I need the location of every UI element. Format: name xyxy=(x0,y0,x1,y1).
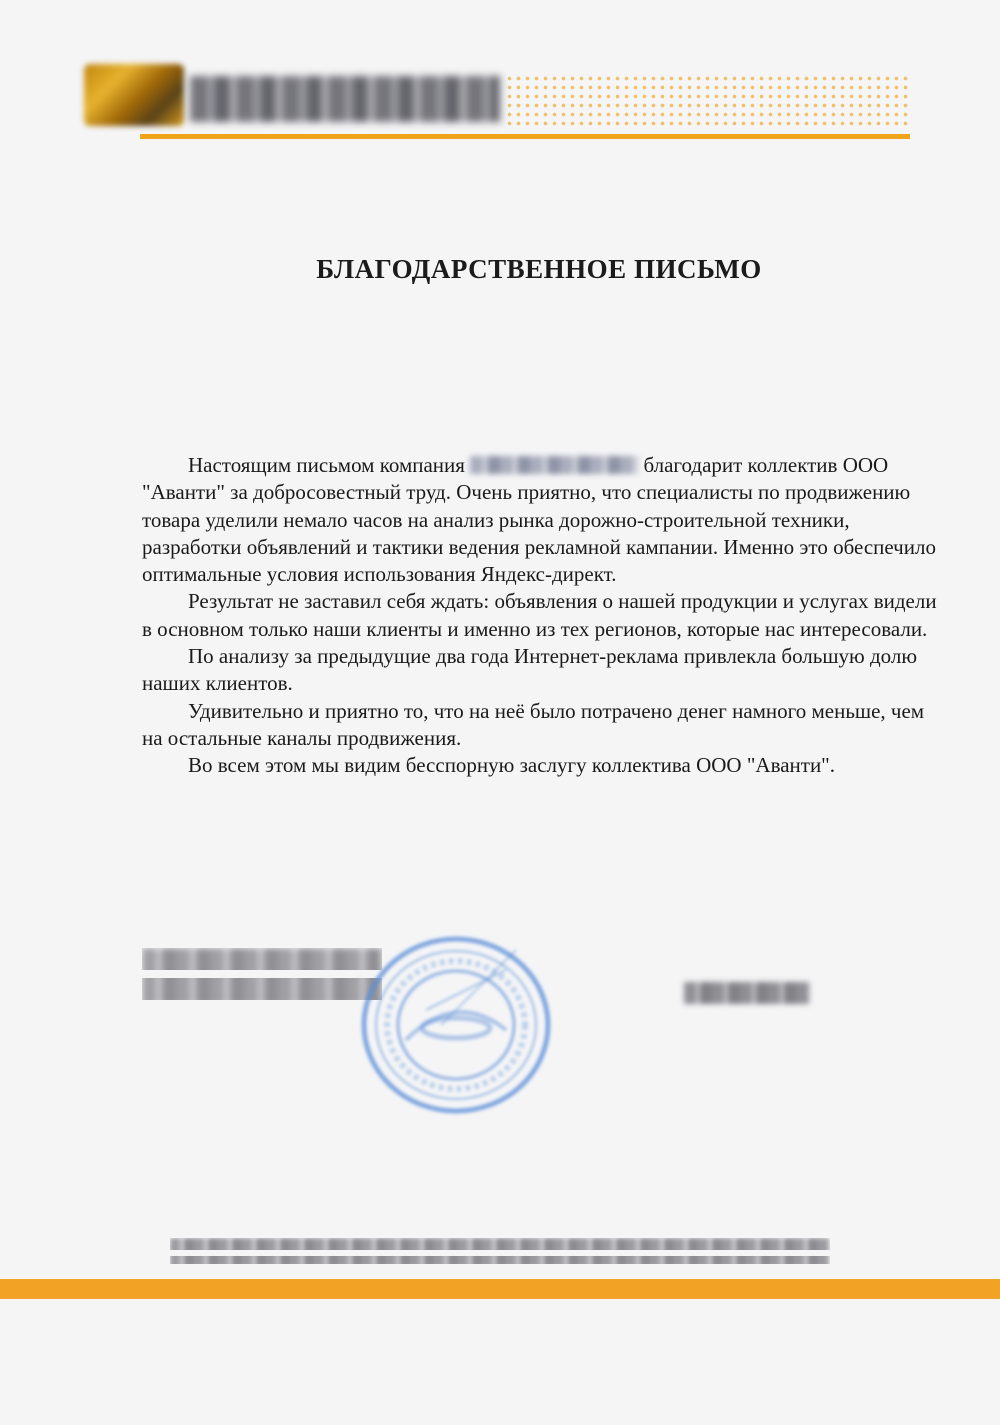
signatory-position-redacted xyxy=(142,948,382,1006)
paragraph-1-lead: Настоящим письмом компания xyxy=(188,453,471,477)
paragraph-5: Во всем этом мы видим бесспорную заслугу коллектива ООО "Аванти". xyxy=(188,753,836,778)
paragraph-3: По анализу за предыдущие два года Интернет-реклама привлекла большую долю наших клиентов. xyxy=(142,644,918,696)
signatory-name-redacted xyxy=(684,982,810,1004)
header-divider xyxy=(140,134,910,139)
footer-contacts-redacted xyxy=(170,1238,830,1268)
company-stamp-icon xyxy=(356,930,556,1120)
footer-divider xyxy=(0,1279,1000,1299)
header-dot-pattern xyxy=(505,74,910,126)
letter-body xyxy=(142,452,942,780)
paragraph-1 xyxy=(142,452,942,588)
paragraph-4: Удивительно и приятно то, что на неё было потрачено денег намного меньше, чем на остальные каналы продвижения. xyxy=(142,698,925,750)
letter-title: БЛАГОДАРСТВЕННОЕ ПИСЬМО xyxy=(316,254,762,284)
paragraph-1-rest: благодарит коллектив ООО "Аванти" за добросовестный труд. Очень приятно, что специалисты по продвижению товара уделили немало часов на анализ рынка дорожно-строительной техники, разработки объявлений и тактики ведения рекламной кампании. Именно это обеспечило оптимальные условия использования Яндекс-директ. xyxy=(142,453,936,587)
company-logo-mark xyxy=(84,64,184,126)
company-logo-name-redacted xyxy=(190,76,500,122)
redacted-company-name xyxy=(470,456,638,474)
paragraph-2: Результат не заставил себя ждать: объявления о нашей продукции и услугах видели в основном только наши клиенты и именно из тех регионов, которые нас интересовали. xyxy=(142,589,937,641)
